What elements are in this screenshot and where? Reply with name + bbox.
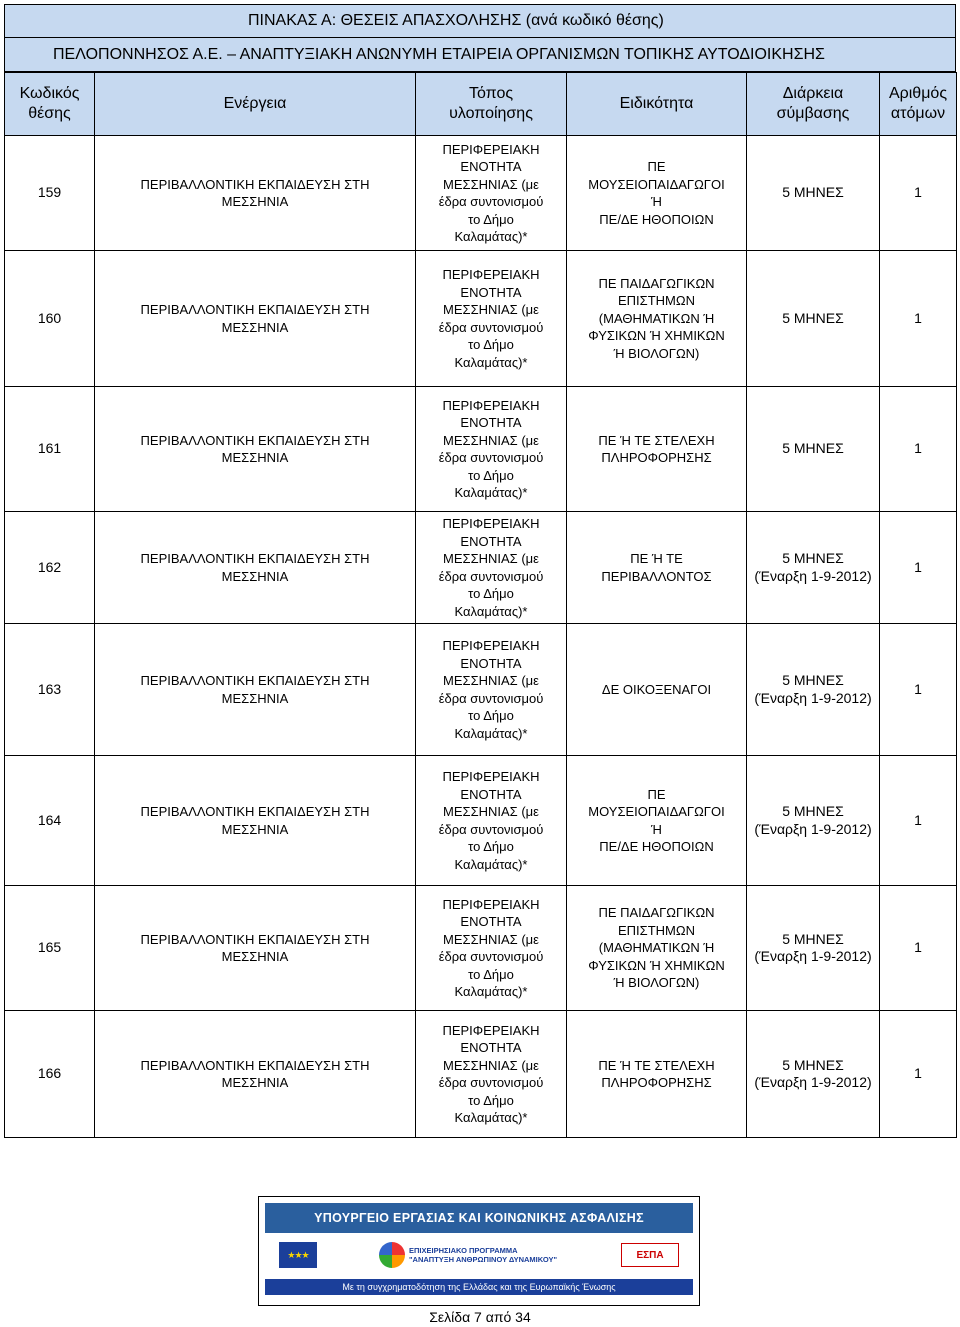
cell-specialty: ΔΕ ΟΙΚΟΞΕΝΑΓΟΙ [567, 624, 747, 756]
table-body [5, 136, 957, 1138]
header-duration: Διάρκεια σύμβασης [747, 73, 880, 136]
cell-action: ΠΕΡΙΒΑΛΛΟΝΤΙΚΗ ΕΚΠΑΙΔΕΥΣΗ ΣΤΗ ΜΕΣΣΗΝΙΑ [95, 756, 416, 886]
page-number: Σελίδα 7 από 34 [429, 1309, 531, 1325]
organization-name: ΠΕΛΟΠΟΝΝΗΣΟΣ Α.Ε. – ΑΝΑΠΤΥΞΙΑΚΗ ΑΝΩΝΥΜΗ ΕΤΑΙΡΕΙΑ ΟΡΓΑΝΙΣΜΩΝ ΤΟΠΙΚΗΣ ΑΥΤΟΔΙΟΙΚΗΣΗΣ [53, 45, 825, 63]
header-count: Αριθμός ατόμων [880, 73, 957, 136]
cell-action: ΠΕΡΙΒΑΛΛΟΝΤΙΚΗ ΕΚΠΑΙΔΕΥΣΗ ΣΤΗ ΜΕΣΣΗΝΙΑ [95, 512, 416, 624]
cell-count: 1 [880, 512, 957, 624]
header-action: Ενέργεια [95, 73, 416, 136]
cell-place: ΠΕΡΙΦΕΡΕΙΑΚΗ ΕΝΟΤΗΤΑ ΜΕΣΣΗΝΙΑΣ (με έδρα συντονισμού το Δήμο Καλαμάτας)* [416, 1011, 567, 1138]
cell-action: ΠΕΡΙΒΑΛΛΟΝΤΙΚΗ ΕΚΠΑΙΔΕΥΣΗ ΣΤΗ ΜΕΣΣΗΝΙΑ [95, 251, 416, 387]
cell-count: 1 [880, 387, 957, 512]
cell-count: 1 [880, 886, 957, 1011]
cell-specialty: ΠΕ ΠΑΙΔΑΓΩΓΙΚΩΝ ΕΠΙΣΤΗΜΩΝ (ΜΑΘΗΜΑΤΙΚΩΝ Ή ΦΥΣΙΚΩΝ Ή ΧΗΜΙΚΩΝ Ή ΒΙΟΛΟΓΩΝ) [567, 251, 747, 387]
cell-duration: 5 ΜΗΝΕΣ (Έναρξη 1-9-2012) [747, 756, 880, 886]
cell-duration: 5 ΜΗΝΕΣ (Έναρξη 1-9-2012) [747, 512, 880, 624]
eu-flag-icon: ★★★ [279, 1242, 317, 1268]
cofinance-text: Με τη συγχρηματοδότηση της Ελλάδας και της Ευρωπαϊκής Ένωσης [342, 1282, 616, 1292]
table-row [5, 512, 957, 624]
cell-code: 161 [5, 387, 95, 512]
cell-place: ΠΕΡΙΦΕΡΕΙΑΚΗ ΕΝΟΤΗΤΑ ΜΕΣΣΗΝΙΑΣ (με έδρα συντονισμού το Δήμο Καλαμάτας)* [416, 886, 567, 1011]
cell-duration: 5 ΜΗΝΕΣ [747, 136, 880, 251]
cell-place: ΠΕΡΙΦΕΡΕΙΑΚΗ ΕΝΟΤΗΤΑ ΜΕΣΣΗΝΙΑΣ (με έδρα συντονισμού το Δήμο Καλαμάτας)* [416, 136, 567, 251]
cell-specialty: ΠΕ Ή ΤΕ ΣΤΕΛΕΧΗ ΠΛΗΡΟΦΟΡΗΣΗΣ [567, 387, 747, 512]
cell-count: 1 [880, 1011, 957, 1138]
table-title-text: ΠΙΝΑΚΑΣ Α: ΘΕΣΕΙΣ ΑΠΑΣΧΟΛΗΣΗΣ (ανά κωδικό θέσης) [248, 12, 664, 29]
cell-code: 162 [5, 512, 95, 624]
cell-duration: 5 ΜΗΝΕΣ (Έναρξη 1-9-2012) [747, 886, 880, 1011]
table-row [5, 756, 957, 886]
cell-specialty: ΠΕ ΜΟΥΣΕΙΟΠΑΙΔΑΓΩΓΟΙ Ή ΠΕ/ΔΕ ΗΘΟΠΟΙΩΝ [567, 136, 747, 251]
cell-code: 163 [5, 624, 95, 756]
cell-count: 1 [880, 136, 957, 251]
cell-specialty: ΠΕ Ή ΤΕ ΠΕΡΙΒΑΛΛΟΝΤΟΣ [567, 512, 747, 624]
cell-place: ΠΕΡΙΦΕΡΕΙΑΚΗ ΕΝΟΤΗΤΑ ΜΕΣΣΗΝΙΑΣ (με έδρα συντονισμού το Δήμο Καλαμάτας)* [416, 624, 567, 756]
table-header-row [5, 73, 957, 136]
cell-action: ΠΕΡΙΒΑΛΛΟΝΤΙΚΗ ΕΚΠΑΙΔΕΥΣΗ ΣΤΗ ΜΕΣΣΗΝΙΑ [95, 136, 416, 251]
cell-count: 1 [880, 624, 957, 756]
table-title [4, 4, 956, 38]
cell-place: ΠΕΡΙΦΕΡΕΙΑΚΗ ΕΝΟΤΗΤΑ ΜΕΣΣΗΝΙΑΣ (με έδρα συντονισμού το Δήμο Καλαμάτας)* [416, 512, 567, 624]
ministry-bar [265, 1203, 693, 1233]
organization-subtitle [4, 38, 956, 72]
ministry-name: ΥΠΟΥΡΓΕΙΟ ΕΡΓΑΣΙΑΣ ΚΑΙ ΚΟΙΝΩΝΙΚΗΣ ΑΣΦΑΛΙΣΗΣ [314, 1211, 644, 1225]
logos-row [265, 1235, 693, 1275]
table-row [5, 387, 957, 512]
cell-duration: 5 ΜΗΝΕΣ (Έναρξη 1-9-2012) [747, 1011, 880, 1138]
cell-place: ΠΕΡΙΦΕΡΕΙΑΚΗ ΕΝΟΤΗΤΑ ΜΕΣΣΗΝΙΑΣ (με έδρα συντονισμού το Δήμο Καλαμάτας)* [416, 387, 567, 512]
header-code: Κωδικός θέσης [5, 73, 95, 136]
cell-code: 165 [5, 886, 95, 1011]
cell-place: ΠΕΡΙΦΕΡΕΙΑΚΗ ΕΝΟΤΗΤΑ ΜΕΣΣΗΝΙΑΣ (με έδρα συντονισμού το Δήμο Καλαμάτας)* [416, 251, 567, 387]
cell-duration: 5 ΜΗΝΕΣ [747, 251, 880, 387]
program-logo [379, 1242, 559, 1268]
program-name: ΕΠΙΧΕΙΡΗΣΙΑΚΟ ΠΡΟΓΡΑΜΜΑ "ΑΝΑΠΤΥΞΗ ΑΝΘΡΩΠΙΝΟΥ ΔΥΝΑΜΙΚΟΥ" [409, 1246, 558, 1264]
cofinance-bar [265, 1279, 693, 1295]
cell-code: 160 [5, 251, 95, 387]
program-emblem-icon [379, 1242, 405, 1268]
cell-action: ΠΕΡΙΒΑΛΛΟΝΤΙΚΗ ΕΚΠΑΙΔΕΥΣΗ ΣΤΗ ΜΕΣΣΗΝΙΑ [95, 886, 416, 1011]
cell-specialty: ΠΕ ΠΑΙΔΑΓΩΓΙΚΩΝ ΕΠΙΣΤΗΜΩΝ (ΜΑΘΗΜΑΤΙΚΩΝ Ή ΦΥΣΙΚΩΝ Ή ΧΗΜΙΚΩΝ Ή ΒΙΟΛΟΓΩΝ) [567, 886, 747, 1011]
table-row [5, 136, 957, 251]
positions-table [4, 72, 957, 1138]
funding-banner [258, 1196, 700, 1306]
header-specialty: Ειδικότητα [567, 73, 747, 136]
cell-specialty: ΠΕ Ή ΤΕ ΣΤΕΛΕΧΗ ΠΛΗΡΟΦΟΡΗΣΗΣ [567, 1011, 747, 1138]
cell-count: 1 [880, 251, 957, 387]
cell-code: 164 [5, 756, 95, 886]
cell-duration: 5 ΜΗΝΕΣ [747, 387, 880, 512]
cell-count: 1 [880, 756, 957, 886]
table-row [5, 886, 957, 1011]
cell-action: ΠΕΡΙΒΑΛΛΟΝΤΙΚΗ ΕΚΠΑΙΔΕΥΣΗ ΣΤΗ ΜΕΣΣΗΝΙΑ [95, 1011, 416, 1138]
cell-duration: 5 ΜΗΝΕΣ (Έναρξη 1-9-2012) [747, 624, 880, 756]
cell-action: ΠΕΡΙΒΑΛΛΟΝΤΙΚΗ ΕΚΠΑΙΔΕΥΣΗ ΣΤΗ ΜΕΣΣΗΝΙΑ [95, 387, 416, 512]
table-row [5, 1011, 957, 1138]
espa-label: ΕΣΠΑ [636, 1249, 664, 1261]
cell-action: ΠΕΡΙΒΑΛΛΟΝΤΙΚΗ ΕΚΠΑΙΔΕΥΣΗ ΣΤΗ ΜΕΣΣΗΝΙΑ [95, 624, 416, 756]
cell-specialty: ΠΕ ΜΟΥΣΕΙΟΠΑΙΔΑΓΩΓΟΙ Ή ΠΕ/ΔΕ ΗΘΟΠΟΙΩΝ [567, 756, 747, 886]
header-place: Τόπος υλοποίησης [416, 73, 567, 136]
cell-code: 159 [5, 136, 95, 251]
cell-code: 166 [5, 1011, 95, 1138]
table-row [5, 624, 957, 756]
table-row [5, 251, 957, 387]
espa-logo [621, 1243, 679, 1267]
cell-place: ΠΕΡΙΦΕΡΕΙΑΚΗ ΕΝΟΤΗΤΑ ΜΕΣΣΗΝΙΑΣ (με έδρα συντονισμού το Δήμο Καλαμάτας)* [416, 756, 567, 886]
